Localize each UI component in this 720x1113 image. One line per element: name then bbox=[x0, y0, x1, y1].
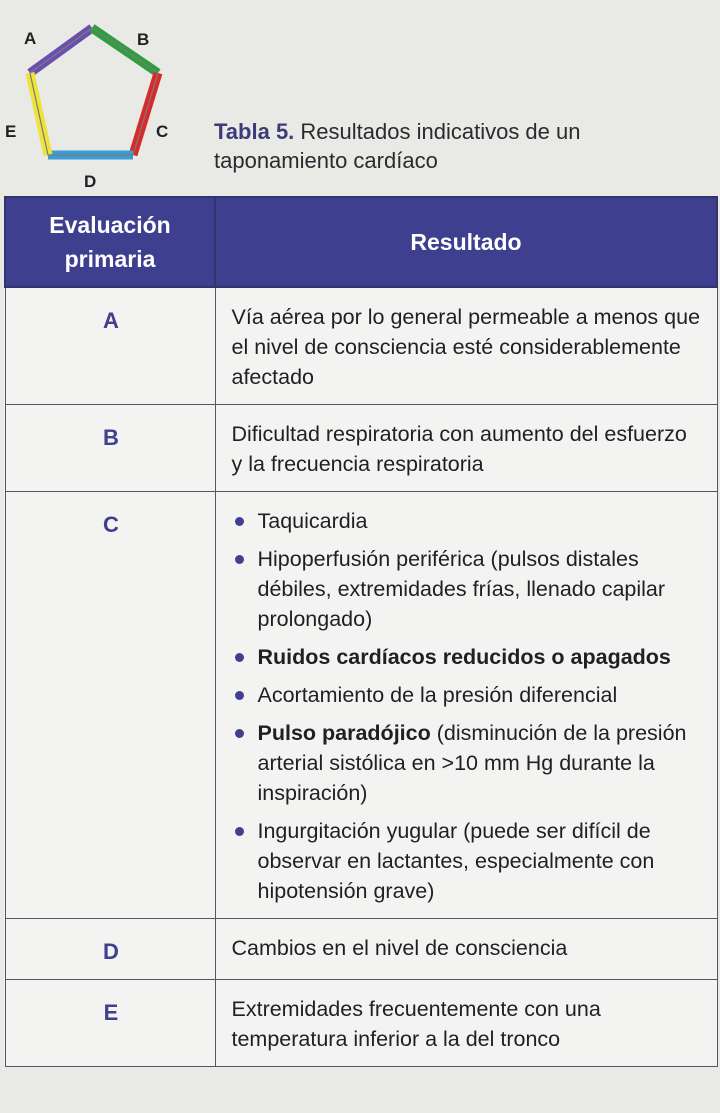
pentagon-label-a: A bbox=[24, 29, 37, 48]
abcde-pentagon-icon bbox=[0, 0, 200, 196]
table-row-a bbox=[5, 287, 717, 405]
row-letter-b: B bbox=[5, 405, 215, 492]
row-letter-e: E bbox=[5, 980, 215, 1067]
header bbox=[0, 0, 720, 196]
list-item: Ingurgitación yugular (puede ser difícil de observar en lactantes, especialmente con hipotensión grave) bbox=[232, 816, 703, 906]
table-caption bbox=[214, 117, 694, 175]
caption-number: Tabla 5. bbox=[214, 119, 295, 144]
row-letter-c: C bbox=[5, 492, 215, 919]
table-row-e bbox=[5, 980, 717, 1067]
row-result-c bbox=[215, 492, 717, 919]
row-result-d: Cambios en el nivel de consciencia bbox=[215, 919, 717, 980]
table-row-d bbox=[5, 919, 717, 980]
list-item: Ruidos cardíacos reducidos o apagados bbox=[232, 642, 703, 672]
list-item: Hipoperfusión periférica (pulsos distales débiles, extremidades frías, llenado capilar prolongado) bbox=[232, 544, 703, 634]
bullet-icon bbox=[235, 517, 244, 526]
list-item: Taquicardia bbox=[232, 506, 703, 536]
circulation-findings-list bbox=[232, 506, 703, 906]
row-result-b: Dificultad respiratoria con aumento del esfuerzo y la frecuencia respiratoria bbox=[215, 405, 717, 492]
list-item: Acortamiento de la presión diferencial bbox=[232, 680, 703, 710]
row-result-e: Extremidades frecuentemente con una temperatura inferior a la del tronco bbox=[215, 980, 717, 1067]
caption-text: Resultados indicativos de un taponamiento cardíaco bbox=[214, 119, 581, 173]
pentagon-label-c: C bbox=[156, 122, 169, 141]
list-item: Pulso paradójico (disminución de la presión arterial sistólica en >10 mm Hg durante la inspiración) bbox=[232, 718, 703, 808]
row-letter-a: A bbox=[5, 287, 215, 405]
pentagon-label-e: E bbox=[5, 122, 17, 141]
results-table bbox=[4, 196, 718, 1067]
header-resultado: Resultado bbox=[215, 197, 717, 287]
row-result-a: Vía aérea por lo general permeable a menos que el nivel de consciencia esté considerablemente afectado bbox=[215, 287, 717, 405]
bullet-icon bbox=[235, 729, 244, 738]
pentagon-label-b: B bbox=[137, 30, 150, 49]
table-header-row bbox=[5, 197, 717, 287]
header-evaluacion: Evaluación primaria bbox=[5, 197, 215, 287]
row-letter-d: D bbox=[5, 919, 215, 980]
bullet-icon bbox=[235, 653, 244, 662]
bullet-icon bbox=[235, 827, 244, 836]
table-row-c bbox=[5, 492, 717, 919]
table-row-b bbox=[5, 405, 717, 492]
bullet-icon bbox=[235, 555, 244, 564]
bullet-icon bbox=[235, 691, 244, 700]
pentagon-label-d: D bbox=[84, 172, 97, 191]
